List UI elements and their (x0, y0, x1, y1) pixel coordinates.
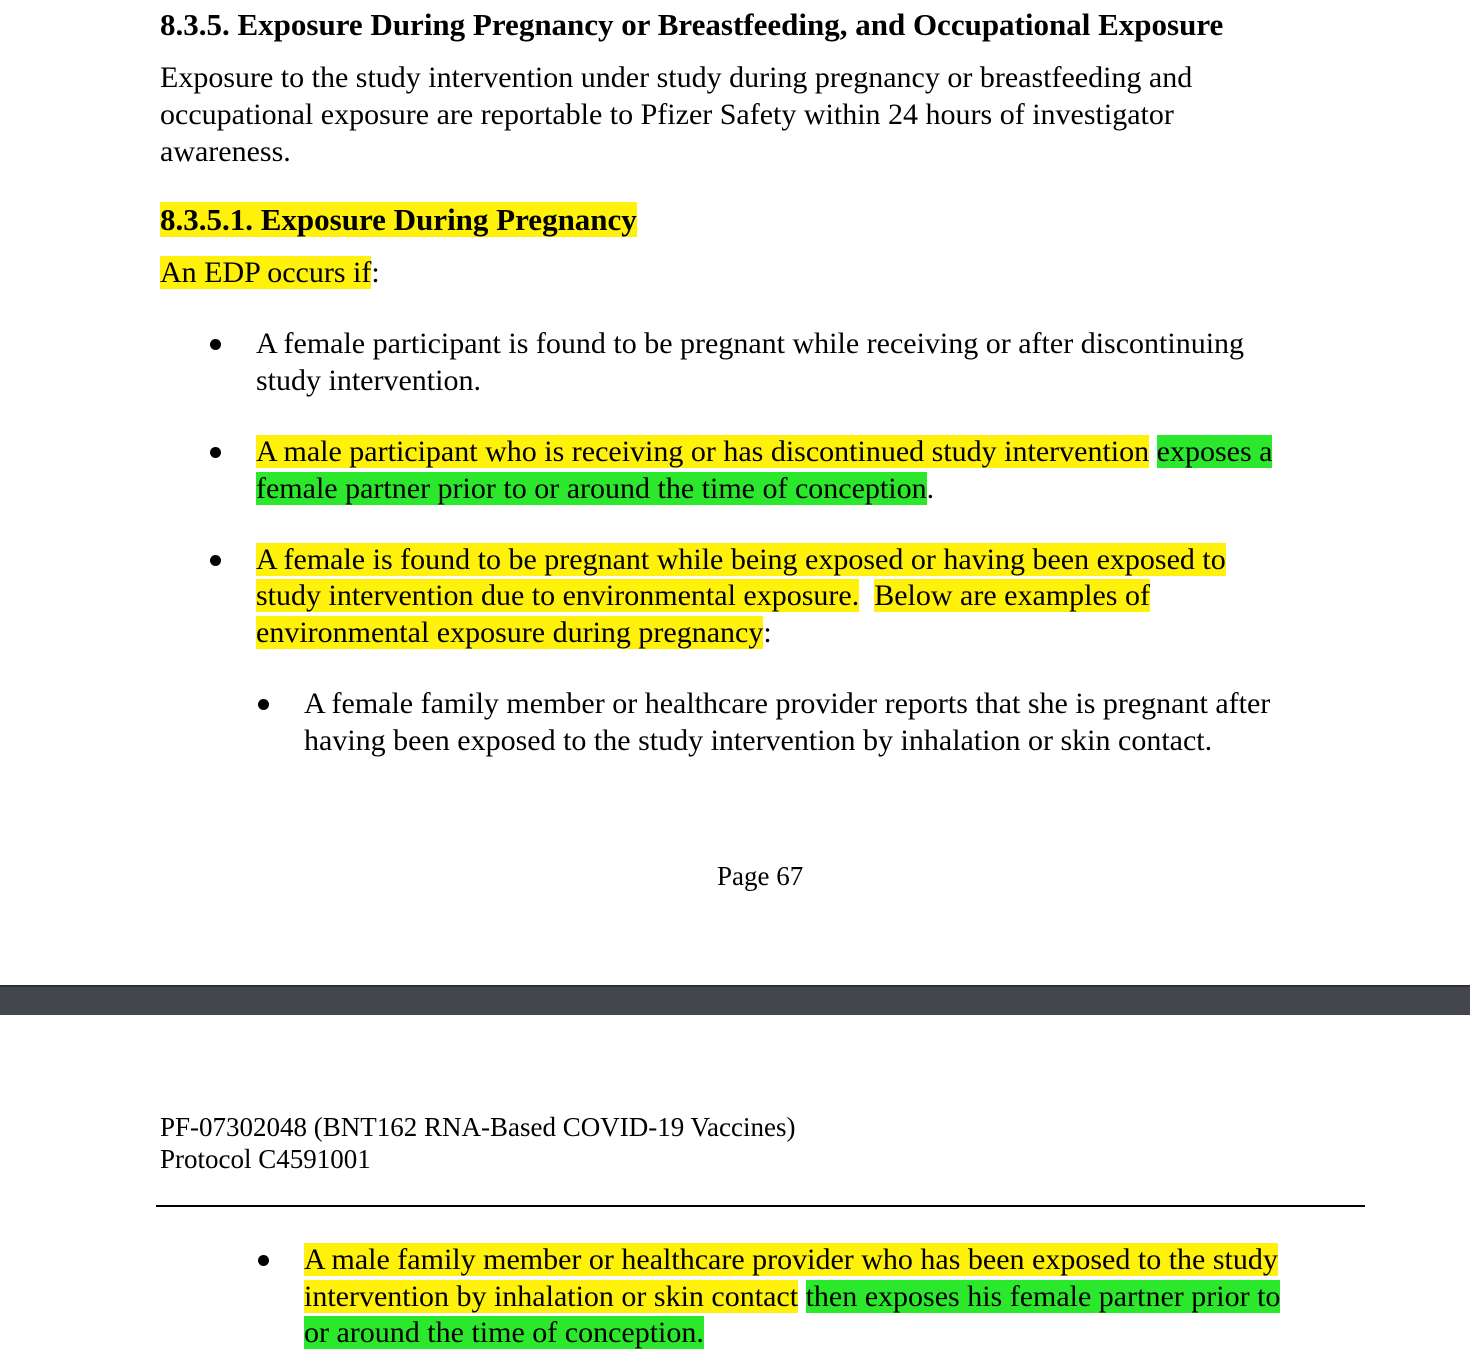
bullet-3-highlight-b: study intervention due to environmental exposure. (256, 579, 860, 612)
subsection-heading-highlight: 8.3.5.1. Exposure During Pregnancy (160, 202, 637, 237)
intro-line-1: Exposure to the study intervention under study during pregnancy or breastfeeding and (160, 61, 1193, 94)
page-number: Page 67 (717, 861, 804, 891)
bullet-3-line-2 (256, 577, 1150, 614)
intro-line-2: occupational exposure are reportable to Pfizer Safety within 24 hours of investigator (160, 98, 1174, 131)
edp-intro-tail: : (371, 256, 380, 289)
sub-bullet-2-highlight-a: A male family member or healthcare provider who has been exposed to the study (304, 1243, 1278, 1276)
bullet-3-highlight-a: A female is found to be pregnant while being exposed or having been exposed to (256, 543, 1226, 576)
bullet-3-highlight-d: environmental exposure during pregnancy (256, 616, 764, 649)
running-header-line-2: Protocol C4591001 (160, 1144, 371, 1174)
sub-bullet-2-line-1 (304, 1241, 1278, 1278)
bullet-2-yellow-highlight: A male participant who is receiving or has discontinued study intervention (256, 435, 1150, 468)
bullet-2-line-1 (256, 433, 1272, 470)
sub-bullet-2-dot (258, 1255, 269, 1266)
page-separator (0, 987, 1470, 1015)
sub-bullet-2-highlight-b: intervention by inhalation or skin contact (304, 1280, 799, 1313)
running-header-line-1: PF-07302048 (BNT162 RNA-Based COVID-19 Vaccines) (160, 1112, 796, 1142)
sub-bullet-2-line-3 (304, 1314, 704, 1351)
section-heading: 8.3.5. Exposure During Pregnancy or Breastfeeding, and Occupational Exposure (160, 7, 1224, 42)
sub-bullet-1-line-2: having been exposed to the study intervention by inhalation or skin contact. (304, 724, 1213, 757)
bullet-1-line-1: A female participant is found to be pregnant while receiving or after discontinuing (256, 327, 1245, 360)
sub-bullet-2-green-highlight-a: then exposes his female partner prior to (805, 1280, 1281, 1313)
edp-intro (160, 254, 380, 291)
bullet-1-line-2: study intervention. (256, 364, 481, 397)
bullet-3-dot (210, 555, 221, 566)
sub-bullet-2-green-highlight-b: or around the time of conception. (304, 1316, 704, 1349)
sub-bullet-1-line-1: A female family member or healthcare provider reports that she is pregnant after (304, 687, 1271, 720)
bullet-1-dot (210, 339, 221, 350)
sub-bullet-1-dot (258, 699, 269, 710)
bullet-2-green-highlight-b: female partner prior to or around the time of conception (256, 472, 927, 505)
bullet-3-tail: : (763, 616, 772, 649)
bullet-2-green-highlight-a: exposes a (1156, 435, 1273, 468)
bullet-3-line-3 (256, 614, 772, 651)
bullet-2-line-2 (256, 470, 934, 507)
bullet-2-dot (210, 447, 221, 458)
intro-line-3: awareness. (160, 135, 291, 168)
sub-bullet-2-line-2 (304, 1278, 1280, 1315)
header-rule (156, 1205, 1365, 1207)
edp-intro-highlight: An EDP occurs if (160, 256, 372, 289)
subsection-heading (160, 201, 637, 238)
bullet-3-highlight-c: Below are examples of (874, 579, 1150, 612)
bullet-2-tail: . (926, 472, 935, 505)
bullet-3-line-1 (256, 541, 1226, 578)
